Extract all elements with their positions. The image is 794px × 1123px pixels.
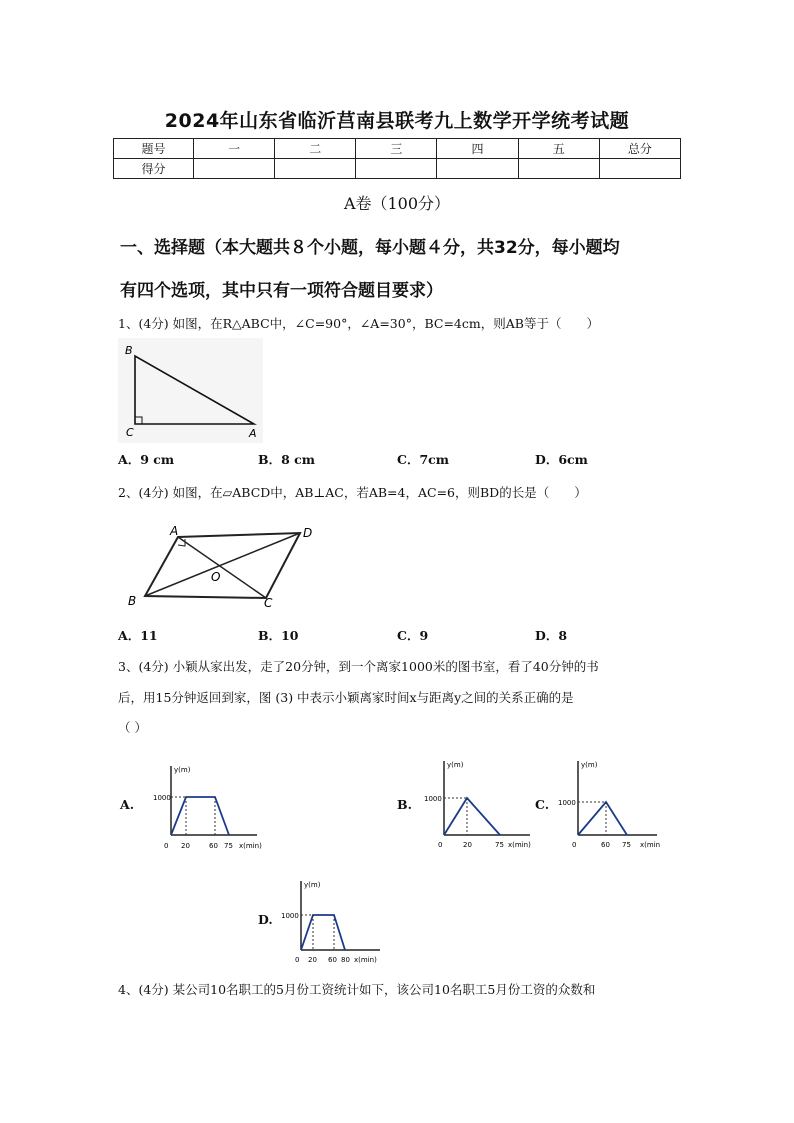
- q1-option-d: D．6cm: [535, 452, 588, 467]
- score-table-score-row: [114, 159, 681, 179]
- score-header-cell: 四: [437, 139, 518, 159]
- x-tick: 20: [308, 956, 317, 964]
- score-label-cell: 得分: [114, 159, 194, 179]
- x-tick: 0: [438, 841, 443, 849]
- part1-heading-line1: 一、选择题（本大题共８个小题，每小题４分，共32分，每小题均: [120, 238, 620, 258]
- y-tick-1000: 1000: [424, 795, 442, 803]
- x-tick: 20: [463, 841, 472, 849]
- q2-label-c: C: [264, 596, 273, 610]
- x-tick: 75: [495, 841, 504, 849]
- score-header-cell: 题号: [114, 139, 194, 159]
- q2-label-a: A: [170, 524, 179, 538]
- q3-text-line2: 后，用15分钟返回到家，图 (3) 中表示小颖离家时间x与距离y之间的关系正确的是: [118, 690, 574, 705]
- q2-label-o: O: [211, 570, 221, 584]
- q3-graph-b-label: B.: [397, 797, 412, 812]
- y-axis-label: y(m): [447, 761, 464, 769]
- score-header-cell: 五: [518, 139, 599, 159]
- part1-heading-line2: 有四个选项，其中只有一项符合题目要求）: [120, 281, 443, 301]
- y-tick-1000: 1000: [558, 799, 576, 807]
- q2-option-d: D．8: [535, 628, 568, 643]
- distance-line: [578, 802, 627, 835]
- x-tick: 80: [341, 956, 350, 964]
- x-tick: 60: [601, 841, 610, 849]
- score-empty-cell: [437, 159, 518, 179]
- q3-graph-c-label: C.: [535, 797, 550, 812]
- q2-parallelogram-figure: [118, 515, 323, 610]
- score-header-cell: 总分: [599, 139, 680, 159]
- q3-text-line1: 3、(4分) 小颖从家出发，走了20分钟，到一个离家1000米的图书室，看了40分钟的书: [118, 659, 599, 674]
- q2-label-d: D: [303, 526, 313, 540]
- x-tick: 0: [295, 956, 300, 964]
- distance-line: [301, 915, 345, 950]
- q3-graph-a: [145, 760, 270, 855]
- x-tick: 75: [224, 842, 233, 850]
- x-tick: 0: [572, 841, 577, 849]
- q3-graph-c: [552, 755, 667, 855]
- score-table-header-row: [114, 139, 681, 159]
- q1-option-b: B．8 cm: [258, 452, 315, 467]
- score-empty-cell: [275, 159, 356, 179]
- score-empty-cell: [356, 159, 437, 179]
- q4-text: 4、(4分) 某公司10名职工的5月份工资统计如下，该公司10名职工5月份工资的众数和: [118, 982, 596, 997]
- q3-graph-d-label: D.: [258, 912, 273, 927]
- score-empty-cell: [599, 159, 680, 179]
- q1-label-b: B: [125, 344, 133, 357]
- y-tick-1000: 1000: [281, 912, 299, 920]
- q2-label-b: B: [128, 594, 137, 608]
- q1-triangle-figure: [118, 338, 263, 443]
- q1-label-a: A: [249, 427, 257, 440]
- y-axis-label: y(m): [581, 761, 598, 769]
- x-tick: 0: [164, 842, 169, 850]
- x-tick: 60: [209, 842, 218, 850]
- x-tick: 75: [622, 841, 631, 849]
- y-axis-label: y(m): [304, 881, 321, 889]
- q1-text: 1、(4分) 如图，在R△ABC中，∠C=90°，∠A=30°，BC=4cm，则AB等于（ ）: [118, 316, 599, 331]
- section-title: A卷（100分）: [343, 194, 451, 213]
- q3-graph-a-label: A.: [120, 797, 135, 812]
- q2-option-b: B．10: [258, 628, 299, 643]
- score-header-cell: 二: [275, 139, 356, 159]
- q2-option-c: C．9: [397, 628, 429, 643]
- x-axis-label: x(min: [640, 841, 661, 849]
- x-tick: 20: [181, 842, 190, 850]
- q1-label-c: C: [126, 426, 134, 439]
- score-empty-cell: [194, 159, 275, 179]
- q3-graph-b: [418, 755, 538, 855]
- x-axis-label: x(min): [508, 841, 531, 849]
- q1-option-c: C．7cm: [397, 452, 449, 467]
- x-axis-label: x(min): [239, 842, 262, 850]
- distance-line: [444, 798, 500, 835]
- q2-option-a: A．11: [118, 628, 158, 643]
- score-header-cell: 一: [194, 139, 275, 159]
- q2-diagonal-ac: [178, 537, 266, 598]
- score-header-cell: 三: [356, 139, 437, 159]
- q1-option-a: A．9 cm: [118, 452, 175, 467]
- score-table: [113, 138, 681, 179]
- x-tick: 60: [328, 956, 337, 964]
- y-tick-1000: 1000: [153, 794, 171, 802]
- q2-diagonal-bd: [145, 533, 300, 596]
- q1-figure-background: [118, 338, 263, 443]
- score-empty-cell: [518, 159, 599, 179]
- y-axis-label: y(m): [174, 766, 191, 774]
- q3-graph-d: [275, 875, 390, 970]
- q3-text-line3: （ ）: [118, 720, 147, 735]
- distance-line: [171, 797, 229, 835]
- q2-text: 2、(4分) 如图，在▱ABCD中，AB⊥AC，若AB=4，AC=6，则BD的长是（ ）: [118, 485, 587, 500]
- x-axis-label: x(min): [354, 956, 377, 964]
- document-title: 2024年山东省临沂莒南县联考九上数学开学统考试题: [164, 110, 630, 132]
